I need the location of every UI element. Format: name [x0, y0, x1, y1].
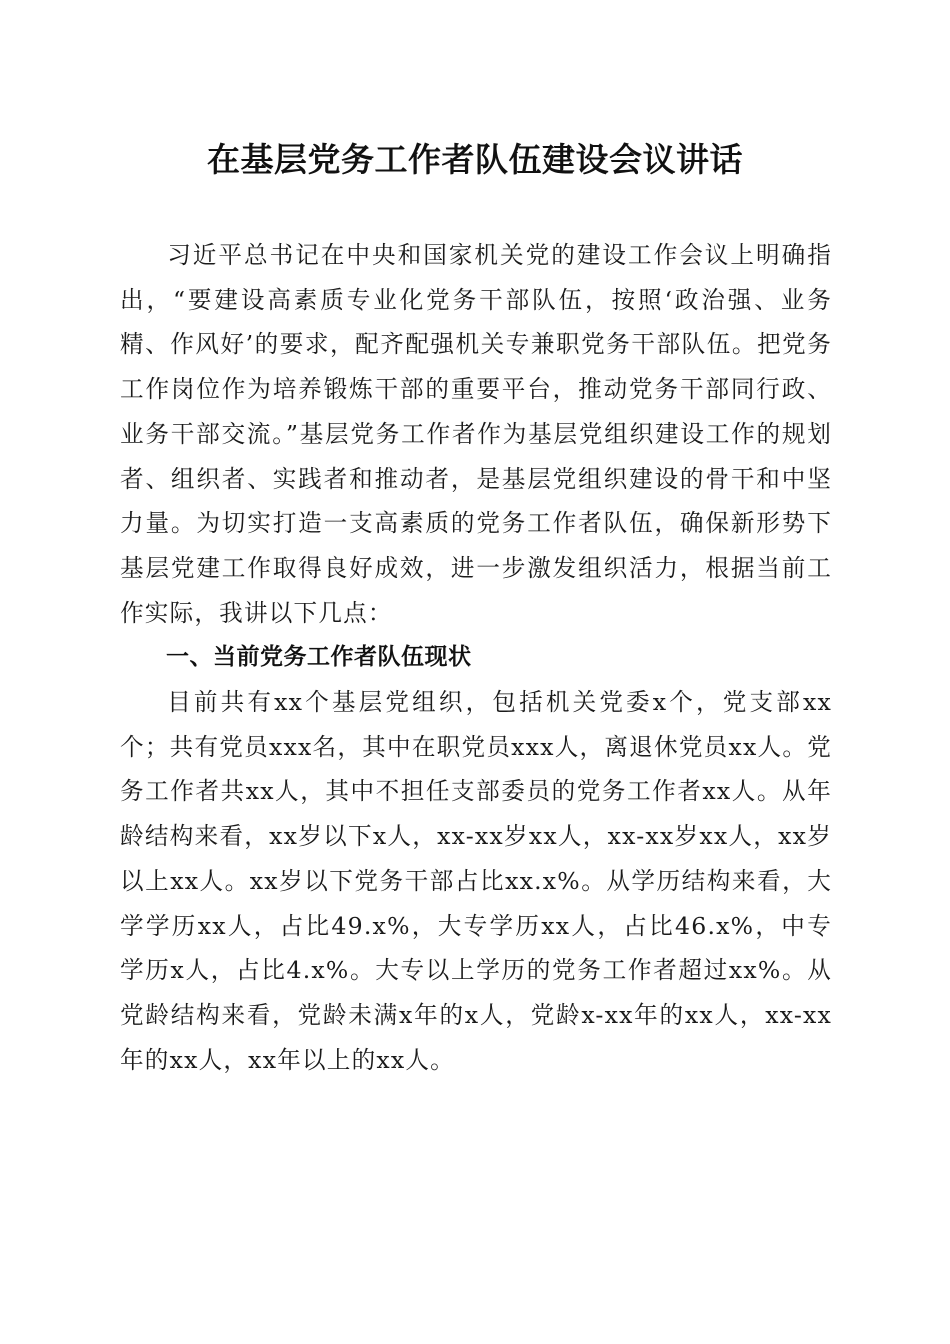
document-title: 在基层党务工作者队伍建设会议讲话 [207, 140, 743, 179]
document-body [120, 233, 832, 1082]
section-1-heading: 一、当前党务工作者队伍现状 [166, 644, 472, 671]
section-1-paragraph: 目前共有xx个基层党组织，包括机关党委x个，党支部xx个；共有党员xxx名，其中在职党员xxx人，离退休党员xx人。党务工作者共xx人，其中不担任支部委员的党务工作者xx人。从年龄结构来看，xx岁以下x人，xx-xx岁xx人，xx-xx岁xx人，xx岁以上xx人。xx岁以下党务干部占比xx.x%。从学历结构来看，大学学历xx人，占比49.x%，大专学历xx人，占比46.x%，中专学历x人，占比4.x%。大专以上学历的党务工作者超过xx%。从党龄结构来看，党龄未满x年的x人，党龄x-xx年的xx人，xx-xx年的xx人，xx年以上的xx人。 [120, 688, 832, 1074]
intro-paragraph: 习近平总书记在中央和国家机关党的建设工作会议上明确指出，“要建设高素质专业化党务干部队伍，按照‘政治强、业务精、作风好’的要求，配齐配强机关专兼职党务干部队伍。把党务工作岗位作为培养锻炼干部的重要平台，推动党务干部同行政、业务干部交流。”基层党务工作者作为基层党组织建设工作的规划者、组织者、实践者和推动者，是基层党组织建设的骨干和中坚力量。为切实打造一支高素质的党务工作者队伍，确保新形势下基层党建工作取得良好成效，进一步激发组织活力，根据当前工作实际，我讲以下几点： [120, 241, 832, 627]
